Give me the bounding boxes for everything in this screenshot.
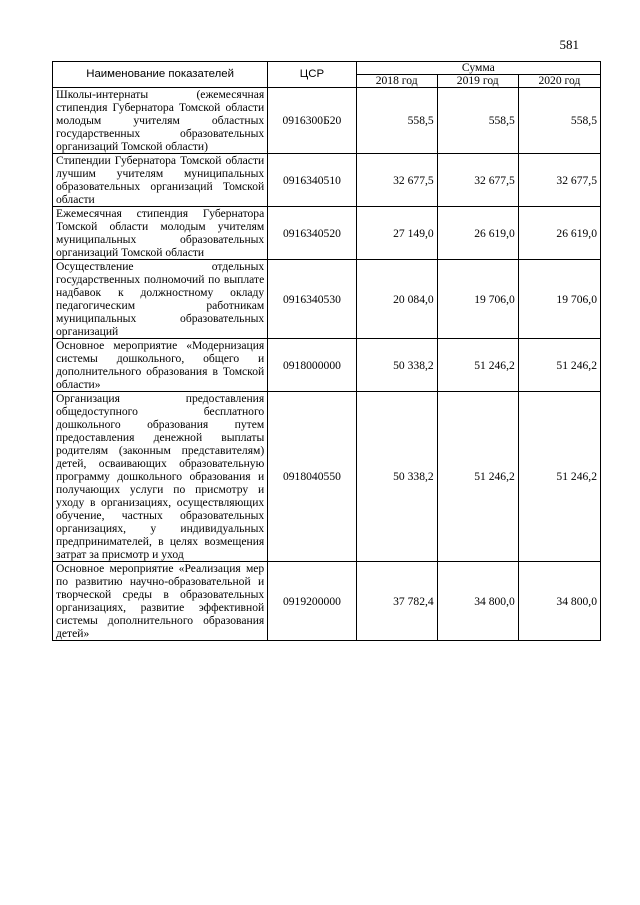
amount-2019: 34 800,0 xyxy=(437,562,518,641)
csr-code: 0916300Б20 xyxy=(268,88,356,154)
amount-2020: 558,5 xyxy=(518,88,600,154)
amount-2018: 50 338,2 xyxy=(356,392,437,562)
header-year-2019: 2019 год xyxy=(437,75,518,88)
indicator-name: Школы-интернаты (ежемесячная стипендия Губернатора Томской области молодым учителям областных государственных образовательных организаций Томской области) xyxy=(53,88,268,154)
csr-code: 0916340530 xyxy=(268,260,356,339)
amount-2020: 51 246,2 xyxy=(518,392,600,562)
header-csr: ЦСР xyxy=(268,62,356,88)
csr-code: 0916340510 xyxy=(268,154,356,207)
header-name: Наименование показателей xyxy=(53,62,268,88)
header-year-2018: 2018 год xyxy=(356,75,437,88)
table-row xyxy=(53,392,601,562)
amount-2018: 32 677,5 xyxy=(356,154,437,207)
table-body xyxy=(53,88,601,641)
amount-2019: 19 706,0 xyxy=(437,260,518,339)
table-row xyxy=(53,339,601,392)
indicator-name: Основное мероприятие «Модернизация системы дошкольного, общего и дополнительного образования в Томской области» xyxy=(53,339,268,392)
amount-2020: 32 677,5 xyxy=(518,154,600,207)
amount-2019: 32 677,5 xyxy=(437,154,518,207)
header-row-top xyxy=(53,62,601,75)
amount-2019: 26 619,0 xyxy=(437,207,518,260)
amount-2020: 19 706,0 xyxy=(518,260,600,339)
csr-code: 0918000000 xyxy=(268,339,356,392)
table-row xyxy=(53,562,601,641)
csr-code: 0919200000 xyxy=(268,562,356,641)
amount-2019: 558,5 xyxy=(437,88,518,154)
amount-2018: 20 084,0 xyxy=(356,260,437,339)
table-header xyxy=(53,62,601,88)
amount-2018: 558,5 xyxy=(356,88,437,154)
table-row xyxy=(53,154,601,207)
amount-2020: 51 246,2 xyxy=(518,339,600,392)
indicator-name: Организация предоставления общедоступного бесплатного дошкольного образования путем предоставления денежной выплаты родителям (законным представителям) детей, осваивающих образовательную программу дошкольного образования и получающих услуги по присмотру и уходу в организациях, осуществляющих обучение, частных образовательных организациях, у индивидуальных предпринимателей, в целях возмещения затрат за присмотр и уход xyxy=(53,392,268,562)
amount-2019: 51 246,2 xyxy=(437,339,518,392)
amount-2020: 34 800,0 xyxy=(518,562,600,641)
table-row xyxy=(53,260,601,339)
indicator-name: Осуществление отдельных государственных полномочий по выплате надбавок к должностному окладу педагогическим работникам муниципальных образовательных организаций xyxy=(53,260,268,339)
indicator-name: Стипендии Губернатора Томской области лучшим учителям муниципальных образовательных организаций Томской области xyxy=(53,154,268,207)
amount-2018: 27 149,0 xyxy=(356,207,437,260)
amount-2018: 37 782,4 xyxy=(356,562,437,641)
amount-2019: 51 246,2 xyxy=(437,392,518,562)
page-number: 581 xyxy=(559,37,579,52)
amount-2020: 26 619,0 xyxy=(518,207,600,260)
table-row xyxy=(53,207,601,260)
csr-code: 0916340520 xyxy=(268,207,356,260)
table-row xyxy=(53,88,601,154)
indicator-name: Ежемесячная стипендия Губернатора Томской области молодым учителям муниципальных образовательных организаций Томской области xyxy=(53,207,268,260)
amount-2018: 50 338,2 xyxy=(356,339,437,392)
indicator-name: Основное мероприятие «Реализация мер по развитию научно-образовательной и творческой среды в образовательных организациях, развитие эффективной системы дополнительного образования детей» xyxy=(53,562,268,641)
csr-code: 0918040550 xyxy=(268,392,356,562)
budget-table xyxy=(52,61,601,641)
header-year-2020: 2020 год xyxy=(518,75,600,88)
header-sum: Сумма xyxy=(356,62,600,75)
